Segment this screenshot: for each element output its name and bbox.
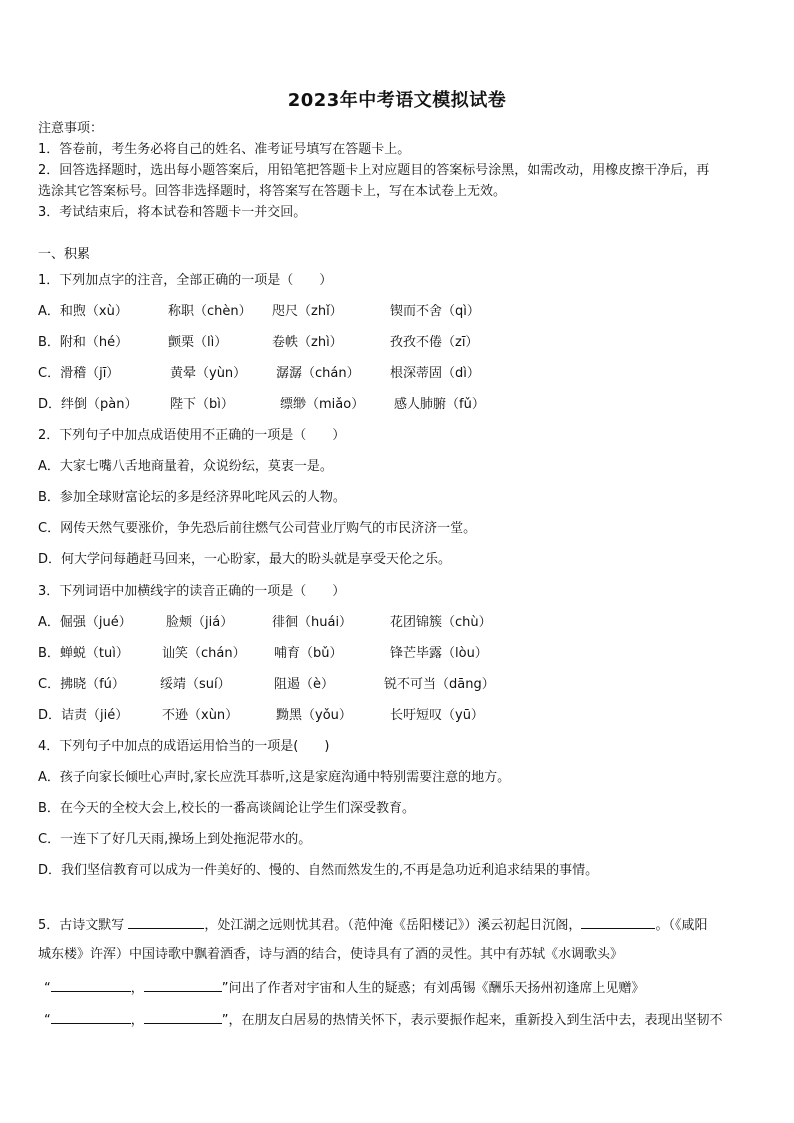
option-word: 感人肺腑（fǔ） [394,397,485,412]
question-4-option-b: B．在今天的全校大会上,校长的一番高谈阔论让学生们深受教育。 [38,801,416,816]
option-word: 徘徊（huái） [272,615,353,630]
option-word: 潺潺（chán） [276,366,360,381]
question-2-option-c: C．网传天然气要涨价，争先恐后前往燃气公司营业厅购气的市民济济一堂。 [38,521,477,536]
question-5-line-4 [38,1010,758,1030]
question-3-option-d [38,707,484,725]
option-word: 锋芒毕露（lòu） [390,646,488,661]
notice-item: 1．答卷前，考生务必将自己的姓名、准考证号填写在答题卡上。 [38,142,411,157]
question-5-line-2: 城东楼》许浑）中国诗歌中飘着酒香，诗与酒的结合，使诗具有了酒的灵性。其中有苏轼《水调歌头》 [38,947,624,962]
option-word: 黄晕（yùn） [170,366,247,381]
question-5-text: ”，在朋友白居易的热情关怀下，表示要振作起来，重新投入到生活中去，表现出坚韧不 [221,1013,723,1028]
question-1-option-d [38,396,485,414]
answer-blank[interactable] [51,1010,131,1024]
notice-item: 选涂其它答案标号。回答非选择题时，将答案写在答题卡上，写在本试卷上无效。 [38,184,507,199]
question-5-text: “ [44,981,51,996]
question-5-text: “ [44,1013,51,1028]
option-word: 咫尺（zhǐ） [272,304,343,319]
option-word: C．拂晓（fú） [38,677,125,692]
option-word: 不逊（xùn） [162,708,239,723]
notice-heading: 注意事项： [38,121,104,136]
option-word: 讪笑（chán） [162,646,246,661]
question-3-option-c [38,676,495,694]
notice-item: 2．回答选择题时，选出每小题答案后，用铅笔把答题卡上对应题目的答案标号涂黑，如需改动，用橡皮擦干净后，再 [38,163,710,178]
option-word: D．绊倒（pàn） [38,397,138,412]
question-5-text: 。（《咸阳 [655,918,708,933]
question-2-option-b: B．参加全球财富论坛的多是经济界叱咤风云的人物。 [38,490,346,505]
question-4-option-c: C．一连下了好几天雨,操场上到处拖泥带水的。 [38,832,312,847]
option-word: 根深蒂固（dì） [390,366,480,381]
question-1-option-a [38,303,480,321]
option-word: 黝黑（yǒu） [276,708,352,723]
question-1-option-b [38,334,478,352]
option-word: D．诘责（jié） [38,708,129,723]
question-2-stem: 2．下列句子中加点成语使用不正确的一项是（ ） [38,428,346,443]
question-4-option-a: A．孩子向家长倾吐心声时,家长应洗耳恭听,这是家庭沟通中特别需要注意的地方。 [38,770,511,785]
question-1-stem: 1．下列加点字的注音，全部正确的一项是（ ） [38,273,333,288]
option-word: 缥缈（miǎo） [280,397,365,412]
option-word: 称职（chèn） [168,304,252,319]
question-5-text: 5．古诗文默写 [38,918,125,933]
option-word: 锲而不舍（qì） [390,304,480,319]
question-3-stem: 3．下列词语中加横线字的读音正确的一项是（ ） [38,584,346,599]
option-word: A．倔强（jué） [38,615,132,630]
question-5-line-3 [38,978,758,998]
question-5-text: ， [130,1013,144,1028]
option-word: 卷帙（zhì） [272,335,343,350]
question-4-option-d: D．我们坚信教育可以成为一件美好的、慢的、自然而然发生的,不再是急功近利追求结果的事情。 [38,863,599,878]
question-5-text: ， [130,981,144,996]
answer-blank[interactable] [144,978,222,992]
option-word: A．和煦（xù） [38,304,128,319]
answer-blank[interactable] [581,915,655,929]
option-word: 哺育（bǔ） [274,646,343,661]
question-5-text: ”问出了作者对宇宙和人生的疑惑；有刘禹锡《酬乐天扬州初逢席上见赠》 [221,981,645,996]
answer-blank[interactable] [128,915,204,929]
option-word: 长吁短叹（yū） [390,708,484,723]
question-2-option-a: A．大家七嘴八舌地商量着，众说纷纭，莫衷一是。 [38,459,333,474]
option-word: C．滑稽（jī） [38,366,120,381]
option-word: B．蝉蜕（tuì） [38,646,129,661]
notice-item: 3．考试结束后，将本试卷和答题卡一并交回。 [38,205,307,220]
question-5-text: ，处江湖之远则忧其君。（范仲淹《岳阳楼记》）溪云初起日沉阁， [204,918,582,933]
question-3-option-a [38,614,492,632]
section-heading: 一、积累 [38,247,91,262]
option-word: 颤栗（lì） [168,335,228,350]
answer-blank[interactable] [144,1010,222,1024]
option-word: 脸颊（jiá） [166,615,234,630]
question-5-line-1 [38,915,758,935]
question-3-option-b [38,645,488,663]
question-4-stem: 4．下列句子中加点的成语运用恰当的一项是( ) [38,739,330,754]
option-word: 绥靖（suí） [160,677,231,692]
option-word: 锐不可当（dāng） [384,677,495,692]
question-2-option-d: D．何大学问每趟赶马回来，一心盼家，最大的盼头就是享受天伦之乐。 [38,552,452,567]
option-word: 阻遏（è） [274,677,334,692]
option-word: 孜孜不倦（zī） [390,335,479,350]
option-word: B．附和（hé） [38,335,129,350]
option-word: 陛下（bì） [170,397,234,412]
page-title: 2023年中考语文模拟试卷 [287,90,507,111]
question-1-option-c [38,365,480,383]
option-word: 花团锦簇（chù） [390,615,492,630]
answer-blank[interactable] [51,978,131,992]
